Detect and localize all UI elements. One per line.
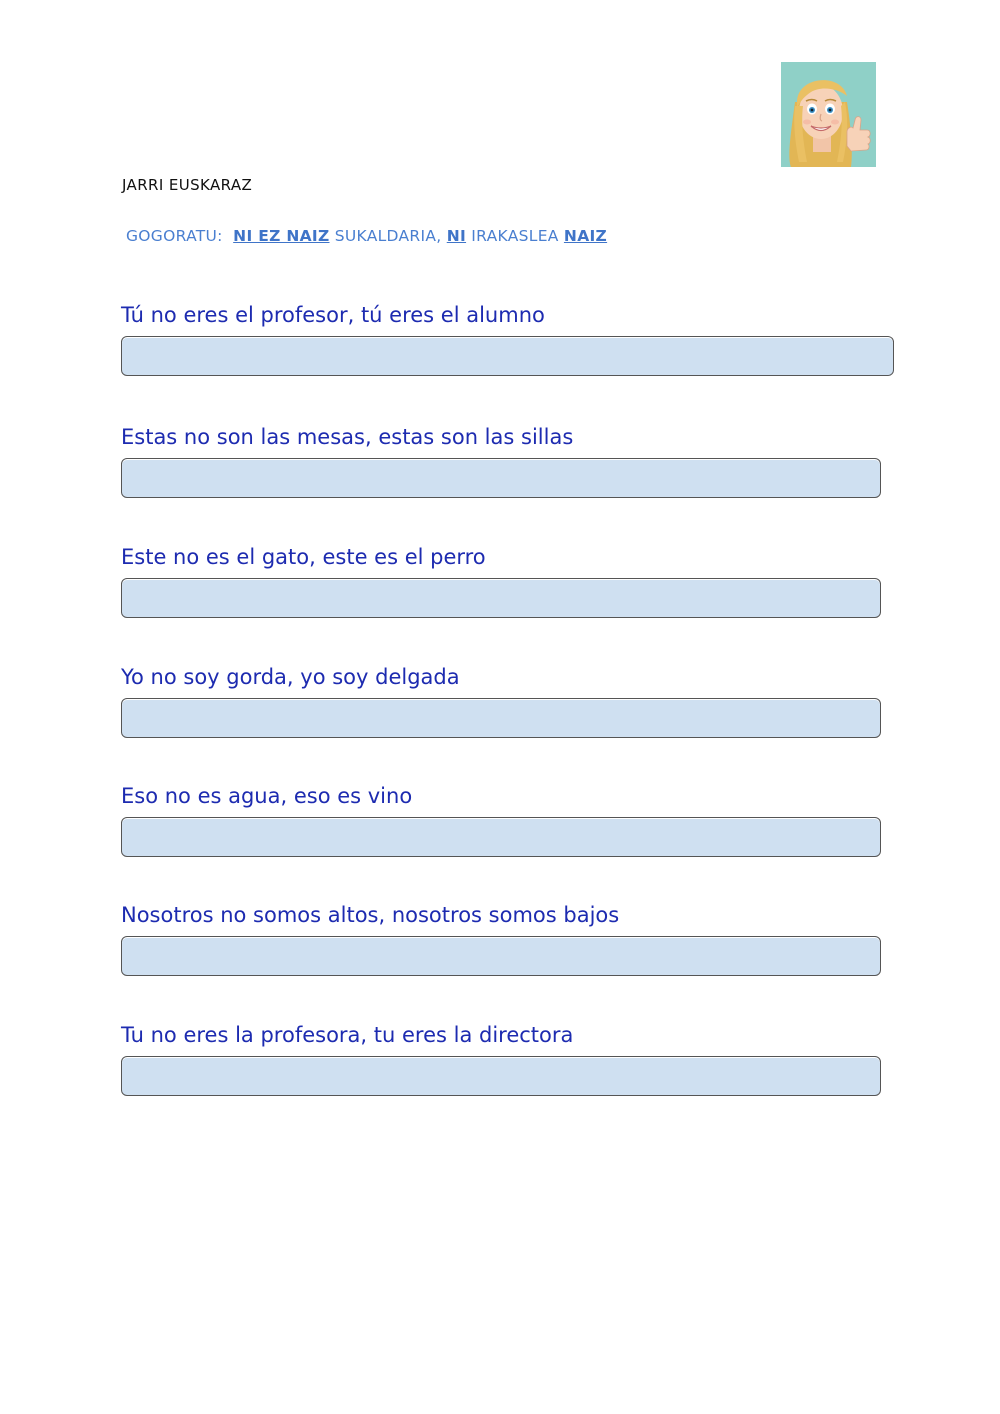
exercise-item <box>121 663 881 738</box>
grammar-reminder <box>126 227 607 245</box>
answer-field[interactable] <box>121 1056 881 1096</box>
answer-field[interactable] <box>121 698 881 738</box>
exercise-item <box>121 543 881 618</box>
answer-field[interactable] <box>121 458 881 498</box>
exercise-prompt: Nosotros no somos altos, nosotros somos bajos <box>121 903 620 927</box>
exercise-item <box>121 782 881 857</box>
answer-field[interactable] <box>121 936 881 976</box>
reminder-key-naiz: NAIZ <box>563 227 608 245</box>
reminder-label: GOGORATU: <box>126 227 223 245</box>
exercise-prompt: Este no es el gato, este es el perro <box>121 545 486 569</box>
exercise-prompt: Tú no eres el profesor, tú eres el alumno <box>121 303 545 327</box>
exercise-item <box>121 901 881 976</box>
exercise-item <box>121 423 881 498</box>
exercise-prompt: Estas no son las mesas, estas son las sillas <box>121 425 574 449</box>
reminder-text: SUKALDARIA, <box>329 227 447 245</box>
answer-field[interactable] <box>121 336 894 376</box>
answer-field[interactable] <box>121 578 881 618</box>
exercise-prompt: Eso no es agua, eso es vino <box>121 784 413 808</box>
exercise-item <box>121 1021 881 1096</box>
answer-field[interactable] <box>121 817 881 857</box>
reminder-key-ni-ez-naiz: NI EZ NAIZ <box>233 227 330 245</box>
exercise-prompt: Yo no soy gorda, yo soy delgada <box>121 665 460 689</box>
avatar <box>781 62 876 167</box>
memoji-thumbs-up-avatar-icon <box>781 62 876 167</box>
reminder-text: IRAKASLEA <box>466 227 564 245</box>
instruction-heading: JARRI EUSKARAZ <box>122 176 253 194</box>
exercise-prompt: Tu no eres la profesora, tu eres la directora <box>121 1023 574 1047</box>
exercise-item <box>121 301 894 376</box>
reminder-key-ni: NI <box>446 227 467 245</box>
